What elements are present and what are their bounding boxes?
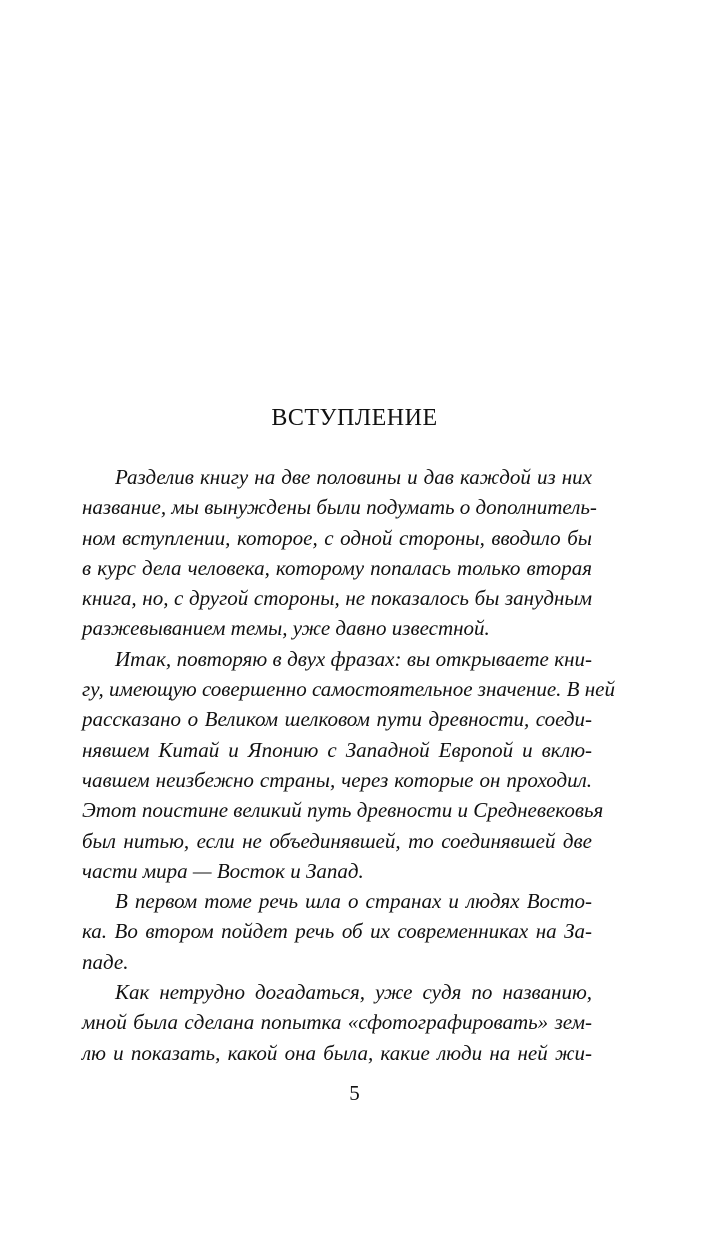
text-line: лю и показать, какой она была, какие люди на ней жи- [82, 1040, 592, 1065]
text-line: Как нетрудно догадаться, уже судя по названию, [115, 980, 592, 1005]
text-line: рассказано о Великом шелковом пути древности, соеди- [82, 707, 592, 732]
text-line: чавшем неизбежно страны, через которые он проходил. [82, 767, 592, 792]
text-line: нявшем Китай и Японию с Западной Европой и вклю- [82, 737, 592, 762]
body-text [82, 462, 615, 1068]
text-line: в курс дела человека, которому попалась только вторая [82, 555, 592, 580]
text-line: название, мы вынуждены были подумать о дополнитель- [82, 495, 597, 520]
text-line: книга, но, с другой стороны, не показалось бы занудным [82, 586, 592, 611]
text-line: ном вступлении, которое, с одной стороны, вводило бы [82, 525, 592, 550]
text-line: Разделив книгу на две половины и дав каждой из них [115, 465, 592, 489]
text-line: Итак, повторяю в двух фразах: вы открываете кни- [115, 646, 592, 671]
text-line: мной была сделана попытка «сфотографировать» зем- [82, 1010, 592, 1035]
text-line: паде. [82, 949, 129, 974]
text-line: разжевыванием темы, уже давно известной. [82, 616, 490, 641]
chapter-title: ВСТУПЛЕНИЕ [271, 405, 438, 431]
page-number: 5 [349, 1081, 360, 1105]
text-line: был нитью, если не объединявшей, то соединявшей две [82, 828, 592, 853]
text-line: В первом томе речь шла о странах и людях Восто- [115, 889, 592, 914]
text-line: гу, имеющую совершенно самостоятельное значение. В ней [82, 677, 615, 702]
text-line: Этот поистине великий путь древности и Средневековья [82, 798, 604, 823]
text-line: ка. Во втором пойдет речь об их современниках на За- [82, 919, 592, 944]
text-line: части мира — Восток и Запад. [82, 858, 364, 883]
